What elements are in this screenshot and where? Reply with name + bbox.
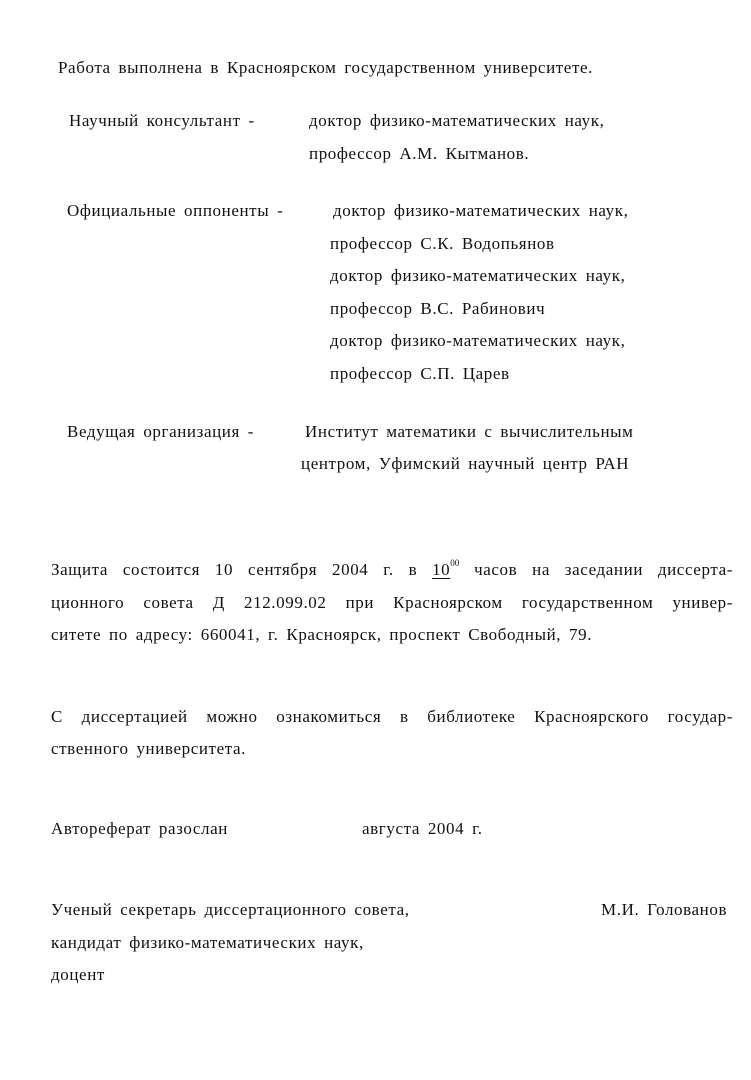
leading-org-line-1: Институт математики с вычислительным xyxy=(305,422,634,441)
opponent-1-degree: доктор физико-математических наук, xyxy=(333,201,629,220)
secretary-name: М.И. Голованов xyxy=(601,900,728,919)
consultant-label: Научный консультант - xyxy=(69,111,255,130)
consultant-name: профессор А.М. Кытманов. xyxy=(309,144,530,163)
defense-time-minutes: 00 xyxy=(450,558,460,568)
opponent-3-name: профессор С.П. Царев xyxy=(330,364,510,383)
library-line-1: С диссертацией можно ознакомиться в библиотеке Красноярского государ- xyxy=(51,707,733,726)
institution-line: Работа выполнена в Красноярском государственном университете. xyxy=(58,58,593,77)
library-line-2: ственного университета. xyxy=(51,739,246,758)
opponent-3-degree: доктор физико-математических наук, xyxy=(330,331,626,350)
opponent-2-name: профессор В.С. Рабинович xyxy=(330,299,546,318)
defense-time-hours: 10 xyxy=(432,560,451,579)
abstract-sent-date: августа 2004 г. xyxy=(362,819,483,838)
abstract-sent-label: Автореферат разослан xyxy=(51,819,228,838)
defense-line-3: ситете по адресу: 660041, г. Красноярск, проспект Свободный, 79. xyxy=(51,625,593,644)
defense-line-1 xyxy=(51,559,733,581)
secretary-title-line-2: кандидат физико-математических наук, xyxy=(51,933,364,952)
defense-time xyxy=(432,560,459,579)
defense-text-after: часов на заседании диссерта- xyxy=(474,560,733,579)
consultant-degree: доктор физико-математических наук, xyxy=(309,111,605,130)
leading-org-label: Ведущая организация - xyxy=(67,422,255,441)
opponent-1-name: профессор С.К. Водопьянов xyxy=(330,234,555,253)
leading-org-line-2: центром, Уфимский научный центр РАН xyxy=(301,454,630,473)
secretary-title-line-1: Ученый секретарь диссертационного совета, xyxy=(51,900,410,919)
opponents-label: Официальные оппоненты - xyxy=(67,201,284,220)
secretary-title-line-3: доцент xyxy=(51,965,105,984)
defense-line-2: ционного совета Д 212.099.02 при Красноярском государственном универ- xyxy=(51,593,733,612)
opponent-2-degree: доктор физико-математических наук, xyxy=(330,266,626,285)
defense-text-before: Защита состоится 10 сентября 2004 г. в xyxy=(51,560,418,579)
